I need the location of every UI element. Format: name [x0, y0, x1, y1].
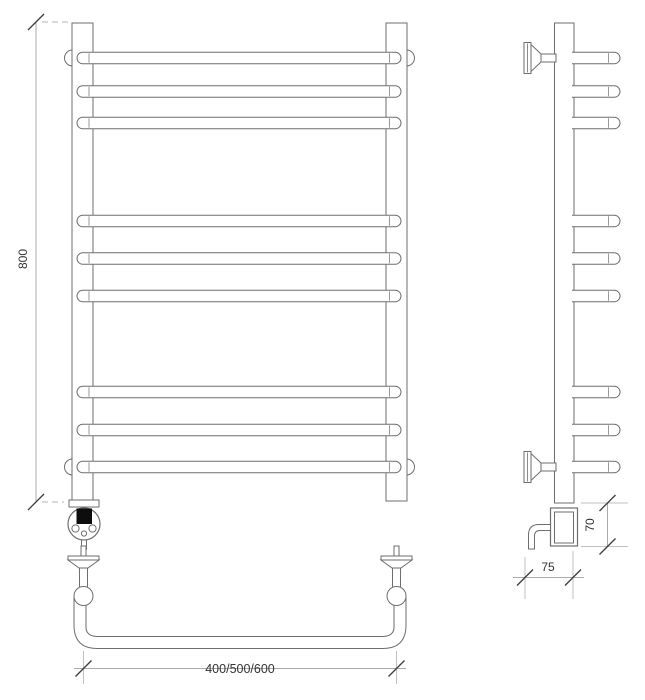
heater-button-center	[81, 531, 86, 536]
plan-left-stem	[80, 568, 88, 587]
plan-right-nipple	[394, 546, 399, 556]
heater-button-right	[89, 525, 96, 532]
front-rung	[77, 386, 401, 398]
front-rung	[77, 215, 401, 227]
side-rung-stub	[572, 117, 620, 129]
power-cable-hook	[529, 525, 551, 550]
side-rung-stub	[572, 424, 620, 436]
side-rung-stubs	[572, 52, 620, 473]
side-rung-stub	[572, 386, 620, 398]
dimension-label-heater-height: 70	[583, 518, 597, 532]
front-rung	[77, 117, 401, 129]
plan-right-ball-joint	[387, 587, 406, 606]
plan-left-ball-joint	[74, 587, 93, 606]
plan-left-nipple	[81, 546, 86, 556]
plan-right-stem	[393, 568, 401, 587]
side-rung-stub	[572, 461, 620, 473]
bracket-cone	[531, 45, 541, 72]
dimension-75	[513, 551, 584, 599]
front-rung	[77, 253, 401, 265]
plan-right-cone	[381, 560, 412, 568]
dimension-label-height: 800	[16, 248, 30, 270]
side-rung-stub	[572, 215, 620, 227]
side-rung-stub	[572, 253, 620, 265]
plan-right-flange	[381, 556, 412, 560]
dimension-800	[16, 14, 70, 510]
bracket-stem	[541, 54, 556, 62]
side-rung-stub	[572, 86, 620, 98]
dimension-label-width: 400/500/600	[205, 662, 275, 676]
bracket-stem	[541, 463, 556, 471]
side-rung-stub	[572, 290, 620, 302]
heater-display	[77, 509, 93, 525]
side-view	[513, 23, 628, 599]
front-rung	[77, 461, 401, 473]
dimension-70	[581, 495, 628, 555]
front-rungs	[77, 52, 401, 473]
wall-bracket-bottom	[524, 452, 556, 483]
front-rung	[77, 86, 401, 98]
dimension-width	[74, 651, 406, 684]
dimension-label-depth: 75	[541, 560, 555, 574]
front-rung	[77, 424, 401, 436]
wall-bracket-top	[524, 43, 556, 74]
side-post	[555, 23, 575, 503]
side-rung-stub	[572, 52, 620, 64]
front-rung	[77, 52, 401, 64]
front-view	[16, 14, 415, 549]
front-rung	[77, 290, 401, 302]
plan-curved-rung	[74, 597, 406, 649]
plan-left-flange	[68, 556, 99, 560]
bracket-cone	[531, 454, 541, 481]
plan-view	[68, 546, 412, 684]
heater-collar	[69, 500, 99, 507]
plan-left-cone	[68, 560, 99, 568]
heater-button-left	[72, 525, 79, 532]
heater-housing-inner	[555, 512, 574, 543]
